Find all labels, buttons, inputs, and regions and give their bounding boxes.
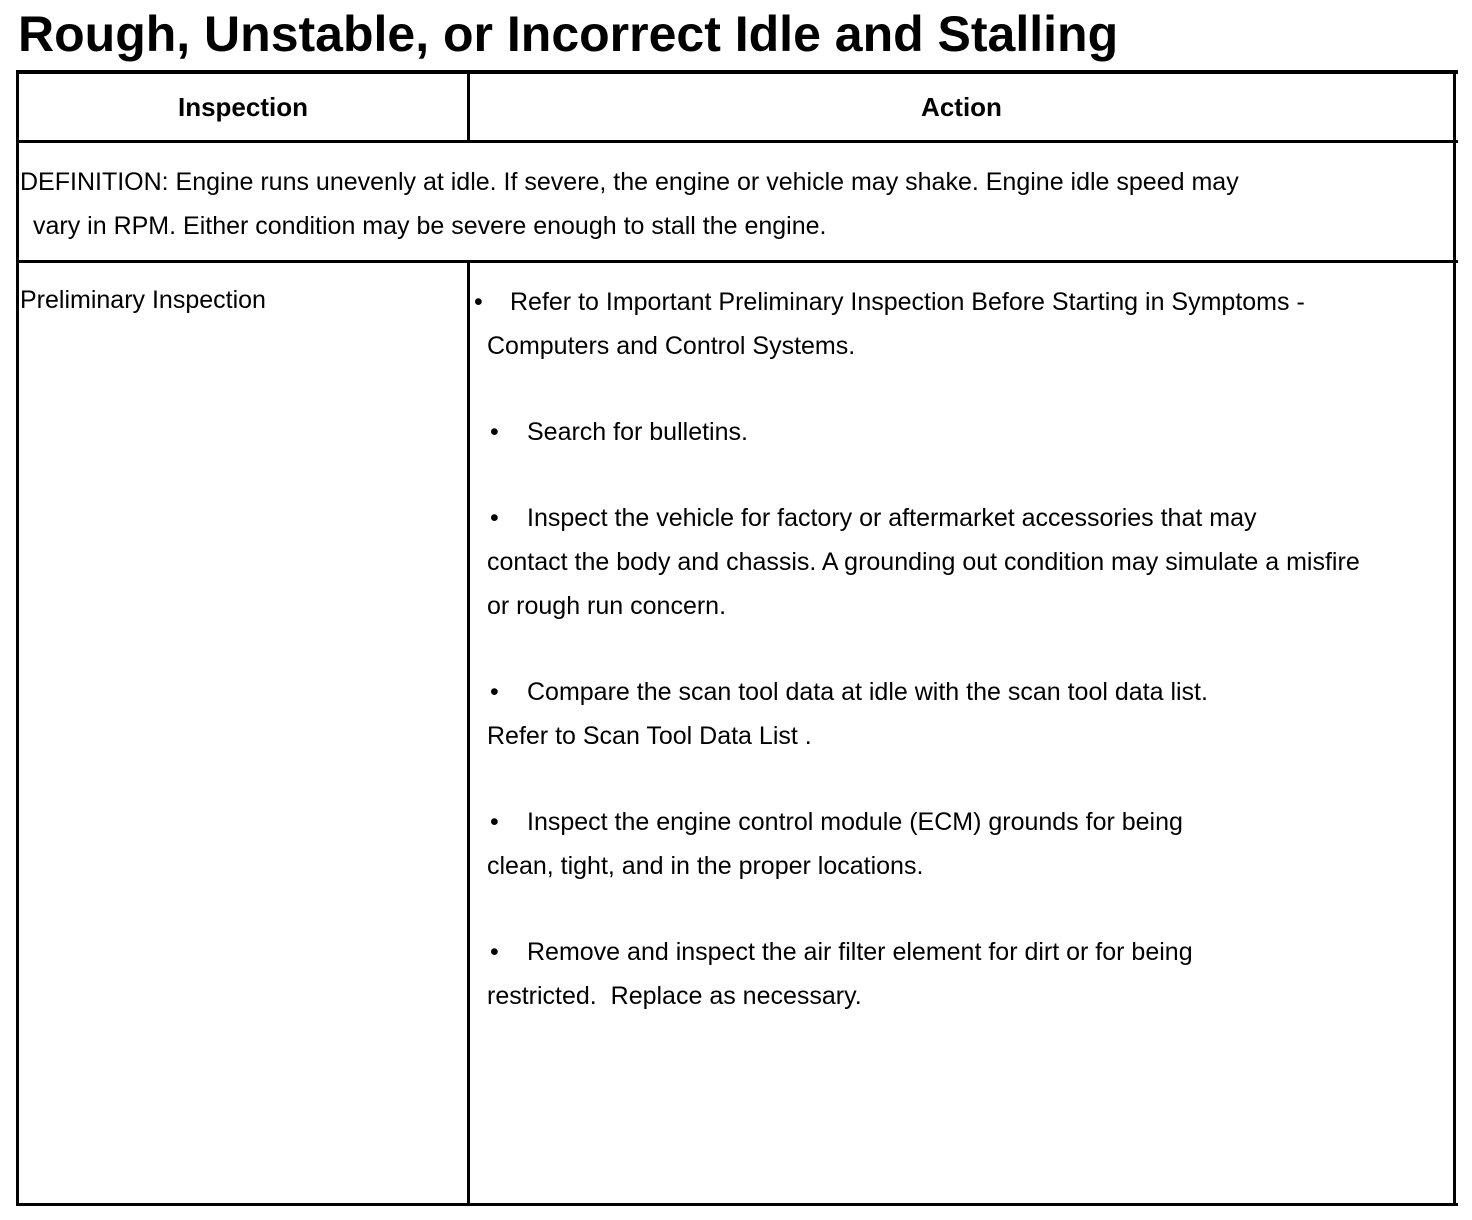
- action-item: [470, 410, 1430, 454]
- action-item: [470, 800, 1430, 888]
- definition-cell: [20, 160, 1440, 248]
- bullet-icon: •: [490, 808, 499, 836]
- action-item-text: Inspect the vehicle for factory or aftermarket accessories that may: [527, 504, 1257, 532]
- action-item: [470, 280, 1430, 368]
- action-item-continuation: Refer to Scan Tool Data List .: [487, 722, 812, 750]
- action-item-text: Search for bulletins.: [527, 418, 748, 446]
- header-divider: [16, 140, 1458, 143]
- action-item-text: Refer to Important Preliminary Inspection Before Starting in Symptoms -: [510, 288, 1305, 316]
- header-action: Action: [921, 92, 1002, 122]
- action-item: [470, 670, 1430, 758]
- bullet-icon: •: [490, 504, 499, 532]
- action-item-continuation: restricted. Replace as necessary.: [487, 982, 862, 1010]
- action-item-continuation: contact the body and chassis. A grounding out condition may simulate a misfire or rough run concern.: [487, 548, 1360, 620]
- action-item-text: Remove and inspect the air filter element for dirt or for being: [527, 938, 1193, 966]
- action-item-text: Inspect the engine control module (ECM) grounds for being: [527, 808, 1183, 836]
- definition-divider: [16, 260, 1458, 263]
- action-item: [470, 930, 1430, 1018]
- table-border-bottom: [16, 1203, 1458, 1206]
- page-title: Rough, Unstable, or Incorrect Idle and Stalling: [18, 6, 1119, 62]
- action-item-text: Compare the scan tool data at idle with the scan tool data list.: [527, 678, 1208, 706]
- action-item-continuation: clean, tight, and in the proper locations.: [487, 852, 924, 880]
- bullet-icon: •: [490, 678, 499, 706]
- bullet-icon: •: [490, 938, 499, 966]
- bullet-icon: •: [474, 288, 483, 316]
- action-item-continuation: Computers and Control Systems.: [487, 332, 856, 360]
- table-border-left: [16, 70, 19, 1206]
- definition-line-1: DEFINITION: Engine runs unevenly at idle. If severe, the engine or vehicle may shake. Engine idle speed may: [20, 168, 1239, 196]
- bullet-icon: •: [490, 418, 499, 446]
- action-item: [470, 496, 1430, 628]
- inspection-cell: Preliminary Inspection: [20, 286, 266, 314]
- definition-line-2: vary in RPM. Either condition may be severe enough to stall the engine.: [33, 212, 827, 240]
- table-border-right: [1453, 70, 1456, 1206]
- action-cell: [470, 280, 1430, 1060]
- header-inspection: Inspection: [177, 92, 308, 122]
